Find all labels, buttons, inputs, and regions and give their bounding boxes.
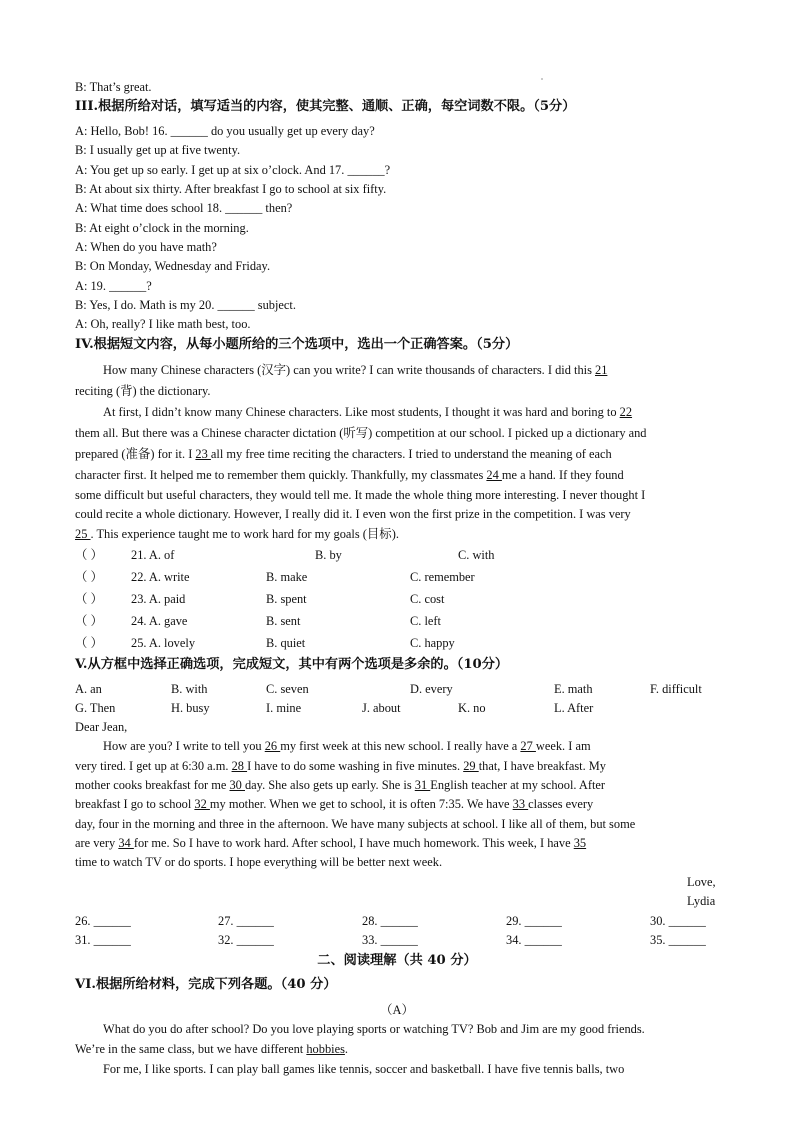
- option-c: C. remember: [410, 570, 475, 584]
- letter-greeting: Dear Jean,: [75, 720, 128, 734]
- answer-blank[interactable]: 31. ______: [75, 933, 131, 947]
- option-a: 23. A. paid: [131, 592, 186, 606]
- answer-paren[interactable]: （ ）: [75, 614, 103, 628]
- passage-line: At first, I didn’t know many Chinese characters. Like most students, I thought it was hard and boring to 22: [103, 405, 633, 419]
- option-c: C. cost: [410, 592, 445, 606]
- option-c: C. with: [458, 548, 495, 562]
- blank-22: 22: [619, 405, 633, 419]
- passage-line: What do you do after school? Do you love playing sports or watching TV? Bob and Jim are my good friends.: [103, 1022, 645, 1036]
- blank-30: 30: [229, 778, 245, 792]
- answer-blank[interactable]: 26. ______: [75, 914, 131, 928]
- letter-closing: Love,: [687, 875, 716, 889]
- option-a: 21. A. of: [131, 548, 175, 562]
- dialogue-line: A: Hello, Bob! 16. ______ do you usually get up every day?: [75, 124, 375, 138]
- answer-blank[interactable]: 28. ______: [362, 914, 418, 928]
- passage-line: character first. It helped me to remember them quickly. Thankfully, my classmates 24 me a hand. If they found: [75, 468, 624, 482]
- underlined-word: hobbies: [306, 1042, 345, 1056]
- word-option: H. busy: [171, 701, 210, 715]
- passage-line: some difficult but useful characters, they would tell me. It made the whole thing more interesting. I never thought I: [75, 488, 646, 502]
- passage-line: We’re in the same class, but we have different hobbies.: [75, 1042, 349, 1056]
- part-2-heading: 二、阅读理解（共 40 分）: [317, 953, 477, 968]
- blank-34: 34: [118, 836, 134, 850]
- answer-blank[interactable]: 34. ______: [506, 933, 562, 947]
- letter-signature: Lydia: [687, 894, 716, 908]
- answer-blank[interactable]: 35. ______: [650, 933, 706, 947]
- option-a: 22. A. write: [131, 570, 190, 584]
- section-6-heading: VI.根据所给材料，完成下列各题。（40 分）: [75, 977, 337, 992]
- answer-blank[interactable]: 27. ______: [218, 914, 274, 928]
- option-b: B. quiet: [266, 636, 306, 650]
- blank-29: 29: [463, 759, 479, 773]
- section-4-heading: IV.根据短文内容，从每小题所给的三个选项中，选出一个正确答案。（5分）: [75, 337, 519, 352]
- passage-line: How many Chinese characters (汉字) can you write? I can write thousands of characters. I did this 21: [103, 363, 608, 377]
- blank-32: 32: [194, 797, 210, 811]
- dialogue-line: B: I usually get up at five twenty.: [75, 143, 241, 157]
- dialogue-line: B: That’s great.: [75, 80, 152, 94]
- letter-line: time to watch TV or do sports. I hope everything will be better next week.: [75, 855, 443, 869]
- word-option: D. every: [410, 682, 453, 696]
- passage-line: For me, I like sports. I can play ball games like tennis, soccer and basketball. I have five tennis balls, two: [103, 1062, 625, 1076]
- blank-33: 33: [512, 797, 529, 811]
- answer-blank[interactable]: 30. ______: [650, 914, 706, 928]
- dialogue-line: B: At eight o’clock in the morning.: [75, 221, 249, 235]
- passage-line: 25 . This experience taught me to work hard for my goals (目标).: [75, 527, 399, 541]
- answer-paren[interactable]: （ ）: [75, 548, 103, 562]
- dialogue-line: A: What time does school 18. ______ then?: [75, 201, 293, 215]
- answer-blank[interactable]: 32. ______: [218, 933, 274, 947]
- blank-23: 23: [195, 447, 211, 461]
- blank-24: 24: [486, 468, 502, 482]
- letter-line: How are you? I write to tell you 26 my first week at this new school. I really have a 27 week. I am: [103, 739, 591, 753]
- passage-line: prepared (准备) for it. I 23 all my free time reciting the characters. I tried to understand the meaning of each: [75, 447, 612, 461]
- blank-31: 31: [414, 778, 431, 792]
- word-option: F. difficult: [650, 682, 702, 696]
- option-a: 24. A. gave: [131, 614, 188, 628]
- dialogue-line: A: You get up so early. I get up at six o’clock. And 17. ______?: [75, 163, 391, 177]
- option-b: B. by: [315, 548, 342, 562]
- blank-26: 26: [264, 739, 281, 753]
- dialogue-line: A: 19. ______?: [75, 279, 152, 293]
- letter-line: are very 34 for me. So I have to work hard. After school, I have much homework. This week, I have 35: [75, 836, 587, 850]
- letter-line: breakfast I go to school 32 my mother. When we get to school, it is often 7:35. We have 33 classes every: [75, 797, 594, 811]
- word-option: L. After: [554, 701, 594, 715]
- answer-paren[interactable]: （ ）: [75, 570, 103, 584]
- blank-35: 35: [573, 836, 587, 850]
- word-option: B. with: [171, 682, 208, 696]
- passage-line: reciting (背) the dictionary.: [75, 384, 211, 398]
- letter-line: day, four in the morning and three in the afternoon. We have many subjects at school. I like all of them, but some: [75, 817, 636, 831]
- option-b: B. sent: [266, 614, 301, 628]
- word-option: G. Then: [75, 701, 116, 715]
- word-option: A. an: [75, 682, 102, 696]
- answer-paren[interactable]: （ ）: [75, 592, 103, 606]
- word-option: J. about: [362, 701, 401, 715]
- word-option: C. seven: [266, 682, 309, 696]
- letter-line: very tired. I get up at 6:30 a.m. 28 I have to do some washing in five minutes. 29 that, I have breakfast. My: [75, 759, 606, 773]
- option-b: B. spent: [266, 592, 307, 606]
- dialogue-line: B: On Monday, Wednesday and Friday.: [75, 259, 271, 273]
- passage-label: （A）: [380, 1003, 414, 1017]
- answer-blank[interactable]: 33. ______: [362, 933, 418, 947]
- dialogue-line: B: Yes, I do. Math is my 20. ______ subject.: [75, 298, 296, 312]
- passage-line: them all. But there was a Chinese character dictation (听写) competition at our school. I picked up a dictionary and: [75, 426, 647, 440]
- option-c: C. happy: [410, 636, 455, 650]
- dialogue-line: A: Oh, really? I like math best, too.: [75, 317, 251, 331]
- option-a: 25. A. lovely: [131, 636, 196, 650]
- answer-blank[interactable]: 29. ______: [506, 914, 562, 928]
- word-option: K. no: [458, 701, 486, 715]
- blank-28: 28: [231, 759, 248, 773]
- dialogue-line: A: When do you have math?: [75, 240, 217, 254]
- word-option: I. mine: [266, 701, 302, 715]
- answer-paren[interactable]: （ ）: [75, 636, 103, 650]
- dialogue-line: B: At about six thirty. After breakfast I go to school at six fifty.: [75, 182, 387, 196]
- section-5-heading: V.从方框中选择正确选项，完成短文，其中有两个选项是多余的。（10分）: [75, 657, 509, 672]
- option-b: B. make: [266, 570, 308, 584]
- option-c: C. left: [410, 614, 441, 628]
- blank-21: 21: [595, 363, 608, 377]
- blank-25: 25: [75, 527, 91, 541]
- passage-line: could recite a whole dictionary. However, I really did it. I even won the first prize in the competition. I was very: [75, 507, 631, 521]
- section-3-heading: III.根据所给对话，填写适当的内容，使其完整、通顺、正确，每空词数不限。（5分）: [75, 99, 576, 114]
- blank-27: 27: [520, 739, 536, 753]
- word-option: E. math: [554, 682, 593, 696]
- letter-line: mother cooks breakfast for me 30 day. She also gets up early. She is 31 English teacher at my school. After: [75, 778, 606, 792]
